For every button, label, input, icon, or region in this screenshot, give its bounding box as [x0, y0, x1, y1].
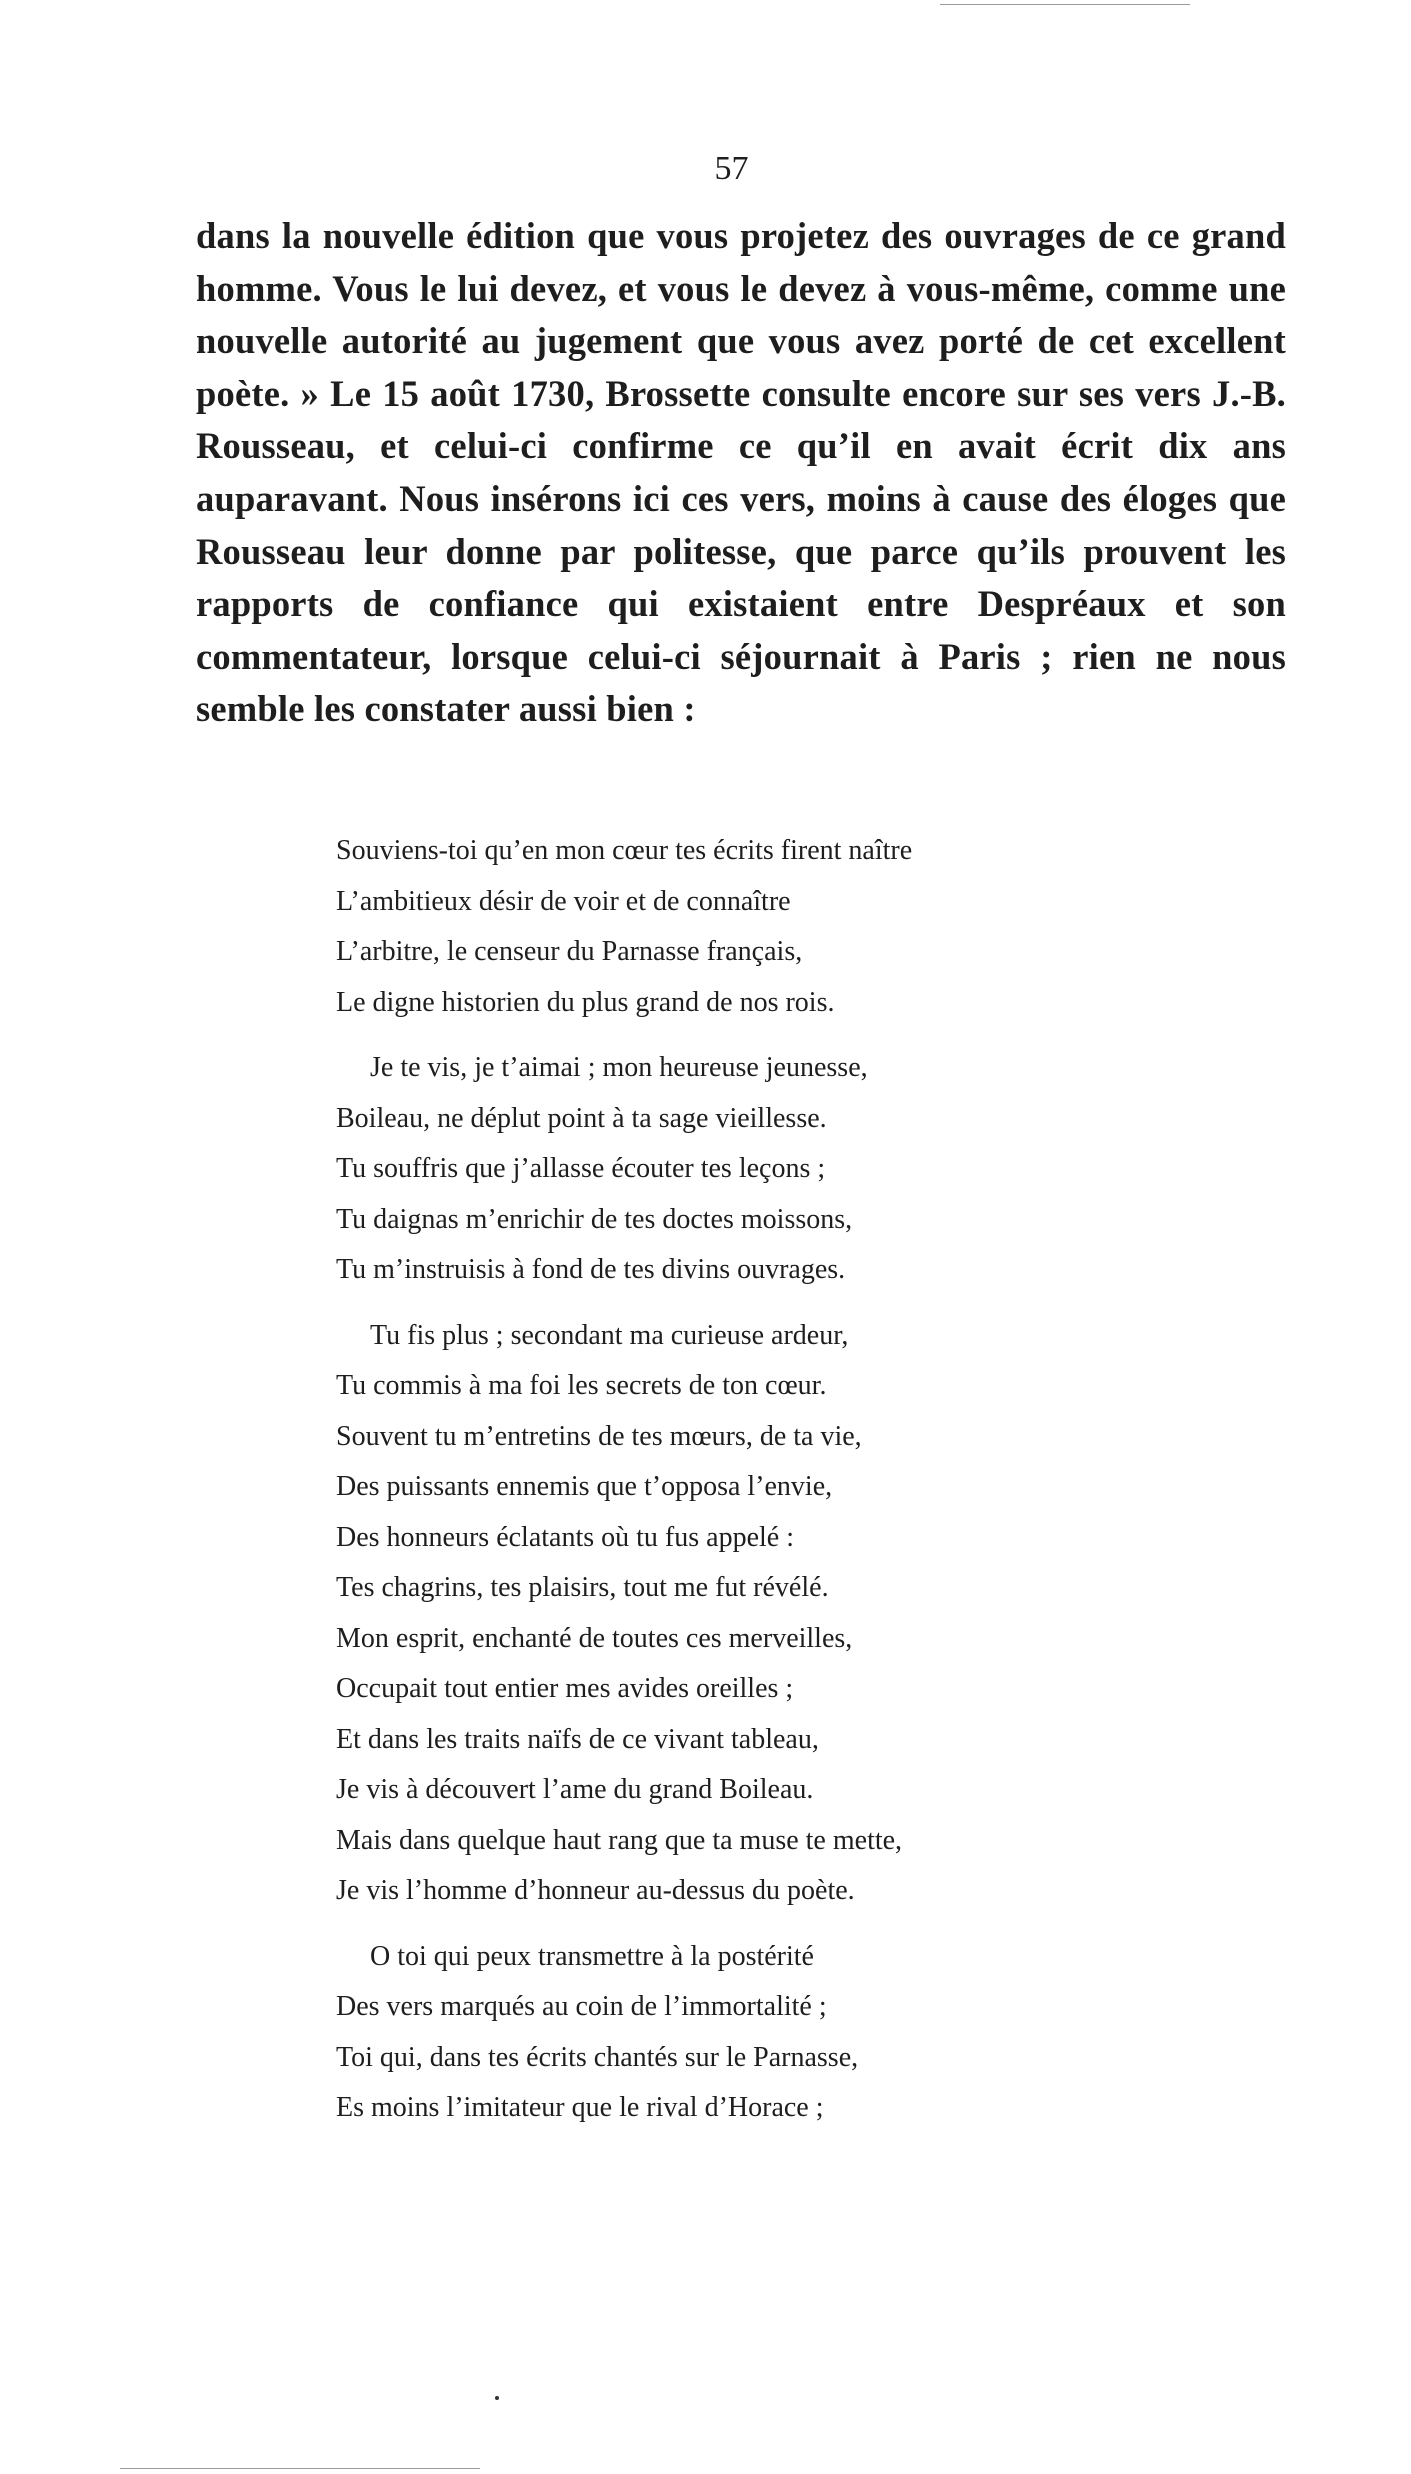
verse-line: Mon esprit, enchanté de toutes ces merveilles, — [336, 1622, 853, 1654]
verse-line: Des vers marqués au coin de l’immortalité ; — [336, 1991, 827, 2022]
verse-line: Je vis à découvert l’ame du grand Boileau. — [336, 1774, 814, 1805]
verse-line: Le digne historien du plus grand de nos rois. — [336, 986, 835, 1018]
verse-line: L’arbitre, le censeur du Parnasse français, — [336, 936, 803, 967]
verse-line: Toi qui, dans tes écrits chantés sur le Parnasse, — [336, 2041, 859, 2073]
verse-line: Tu daignas m’enrichir de tes doctes moissons, — [336, 1203, 853, 1235]
verse-line: Je vis l’homme d’honneur au-dessus du poète. — [336, 1875, 855, 1906]
quoted-verse — [336, 826, 1096, 2149]
verse-stanza-1 — [336, 826, 1096, 1028]
verse-line: Souvent tu m’entretins de tes mœurs, de ta vie, — [336, 1420, 862, 1452]
verse-line: L’ambitieux désir de voir et de connaître — [336, 885, 791, 917]
body-text — [196, 210, 1286, 736]
verse-stanza-2 — [336, 1043, 1096, 1296]
verse-line: O toi qui peux transmettre à la postérité — [370, 1940, 814, 1972]
verse-stanza-3 — [336, 1311, 1096, 1917]
verse-line: Souviens-toi qu’en mon cœur tes écrits firent naître — [336, 835, 913, 866]
scan-edge-mark-top — [940, 4, 1190, 5]
verse-line: Tes chagrins, tes plaisirs, tout me fut révélé. — [336, 1572, 829, 1603]
scan-edge-mark-bottom — [120, 2468, 480, 2469]
verse-line: Mais dans quelque haut rang que ta muse te mette, — [336, 1824, 903, 1856]
verse-line: Je te vis, je t’aimai ; mon heureuse jeunesse, — [370, 1052, 868, 1083]
verse-line: Et dans les traits naïfs de ce vivant tableau, — [336, 1723, 819, 1755]
verse-line: Des puissants ennemis que t’opposa l’envie, — [336, 1471, 833, 1502]
verse-line: Des honneurs éclatants où tu fus appelé : — [336, 1521, 794, 1553]
verse-line: Tu commis à ma foi les secrets de ton cœur. — [336, 1370, 827, 1401]
page-number: 57 — [714, 150, 749, 187]
verse-stanza-4 — [336, 1932, 1096, 2134]
scan-speck — [495, 2396, 499, 2400]
verse-line: Tu fis plus ; secondant ma curieuse ardeur, — [370, 1319, 849, 1351]
verse-line: Es moins l’imitateur que le rival d’Horace ; — [336, 2092, 824, 2123]
verse-line: Tu m’instruisis à fond de tes divins ouvrages. — [336, 1254, 846, 1285]
verse-line: Tu souffris que j’allasse écouter tes leçons ; — [336, 1153, 826, 1184]
verse-line: Occupait tout entier mes avides oreilles ; — [336, 1673, 794, 1704]
verse-line: Boileau, ne déplut point à ta sage vieillesse. — [336, 1102, 827, 1134]
prose-paragraph: dans la nouvelle édition que vous projetez des ouvrages de ce grand homme. Vous le lui devez, et vous le devez à vous-même, comme une nouvelle autorité au jugement que vous avez porté de cet excellent poète. » Le 15 août 1730, Brossette consulte encore sur ses vers J.-B. Rousseau, et celui-ci confirme ce qu’il en avait écrit dix ans auparavant. Nous insérons ici ces vers, moins à cause des éloges que Rousseau leur donne par politesse, que parce qu’ils prouvent les rapports de confiance qui existaient entre Despréaux et son commentateur, lorsque celui-ci séjournait à Paris ; rien ne nous semble les constater aussi bien : — [196, 215, 1286, 730]
